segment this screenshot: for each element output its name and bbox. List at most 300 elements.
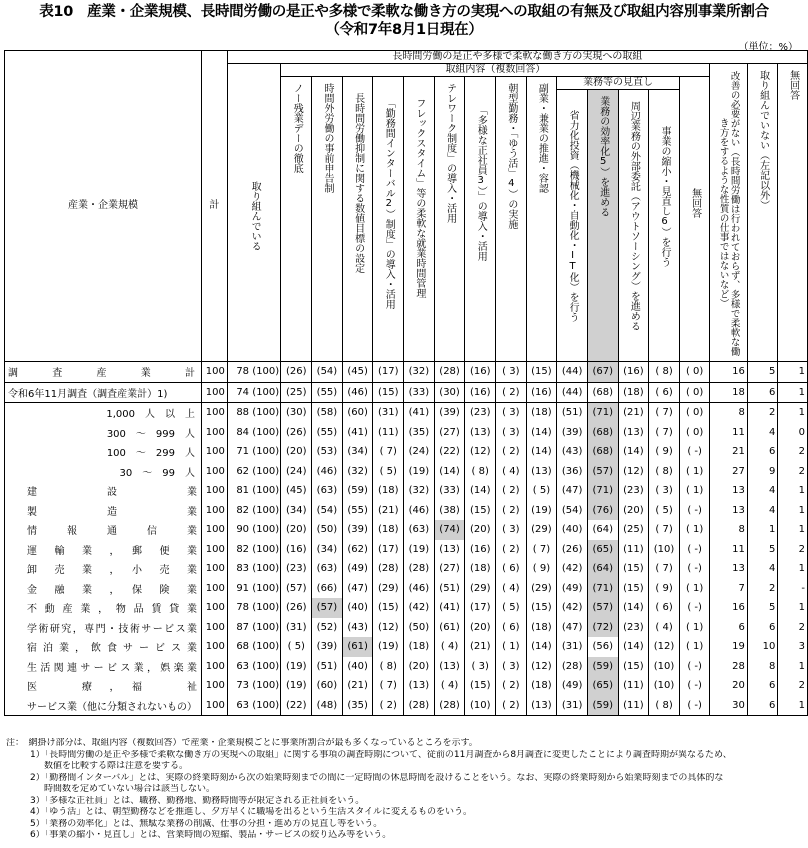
note-2: 2）「勤務間インターバル」とは、実際の終業時刻から次の始業時刻までの間に一定時間の休息時間を設けることをいう。なお、実際の終業時刻から始業時刻までの具体的な xyxy=(30,772,724,783)
row-value: (28) xyxy=(404,696,435,716)
table-row xyxy=(5,462,808,482)
row-value: (44) xyxy=(557,362,588,383)
row-doing: 82 xyxy=(227,540,251,560)
row-no-need: 11 xyxy=(710,540,747,560)
row-value: ( 3) xyxy=(496,520,527,540)
row-doing-pct: (100) xyxy=(251,637,281,657)
row-value: ( 3) xyxy=(465,657,496,677)
row-value: ( 1) xyxy=(679,481,710,501)
row-no-need: 16 xyxy=(710,598,747,618)
row-doing: 63 xyxy=(227,657,251,677)
row-value: (54) xyxy=(312,362,343,383)
row-value: (76) xyxy=(587,501,618,521)
row-value: ( 8) xyxy=(373,657,404,677)
row-doing-pct: (100) xyxy=(251,520,281,540)
row-value: (62) xyxy=(342,540,373,560)
row-value: ( 9) xyxy=(526,559,557,579)
row-value: (15) xyxy=(618,657,649,677)
row-value: (32) xyxy=(404,362,435,383)
row-value: (18) xyxy=(465,559,496,579)
row-value: ( 2) xyxy=(373,696,404,716)
table-row xyxy=(5,382,808,403)
row-value: (25) xyxy=(281,382,312,403)
row-no-answer: 0 xyxy=(778,423,808,443)
row-value: (29) xyxy=(526,579,557,599)
row-doing-pct: (100) xyxy=(251,501,281,521)
row-value: ( 2) xyxy=(496,540,527,560)
note-1: 1）「長時間労働の是正や多様で柔軟な働き方の実現への取組」に関する事項の調査時期について、従前の11月調査から8月調査に変更したことにより調査時期が異なるため、 xyxy=(30,749,732,760)
row-not-doing: 6 xyxy=(747,676,777,696)
row-no-need: 19 xyxy=(710,637,747,657)
row-no-answer: 1 xyxy=(778,696,808,716)
row-label: 医 療 ， 福 祉 xyxy=(5,676,202,696)
row-value: (28) xyxy=(434,696,465,716)
row-no-need: 28 xyxy=(710,657,747,677)
header-no-need: 改善の必要がない（長時間労働は行われておらず、多様で柔軟な働き方をするような性質の仕事ではないなど） xyxy=(710,64,747,362)
row-value: (65) xyxy=(587,676,618,696)
row-value: ( 3) xyxy=(496,423,527,443)
row-value: (11) xyxy=(618,676,649,696)
row-doing-pct: (100) xyxy=(251,579,281,599)
row-not-doing: 1 xyxy=(747,520,777,540)
row-value: ( 4) xyxy=(434,637,465,657)
row-value: (28) xyxy=(557,657,588,677)
row-value: (19) xyxy=(281,657,312,677)
row-no-need: 7 xyxy=(710,579,747,599)
header-not-doing: 取り組んでいない（左記以外） xyxy=(747,64,777,362)
row-value: (18) xyxy=(526,403,557,423)
row-value: (66) xyxy=(312,579,343,599)
row-value: (12) xyxy=(649,637,680,657)
row-value: (57) xyxy=(312,598,343,618)
row-value: ( 6) xyxy=(496,618,527,638)
row-value: (16) xyxy=(465,382,496,403)
table-row xyxy=(5,676,808,696)
header-c4: 「勤務間インターバル2）制度」の導入・活用 xyxy=(373,77,404,362)
row-value: (15) xyxy=(526,362,557,383)
row-value: (21) xyxy=(618,403,649,423)
row-value: ( 4) xyxy=(496,579,527,599)
header-c13: 事業の縮小・見直し6）を行う xyxy=(649,90,680,362)
row-value: ( 0) xyxy=(679,423,710,443)
row-no-answer: 2 xyxy=(778,676,808,696)
row-value: (43) xyxy=(557,442,588,462)
row-value: ( 4) xyxy=(649,618,680,638)
row-value: (15) xyxy=(373,382,404,403)
row-value: (47) xyxy=(557,481,588,501)
row-doing: 63 xyxy=(227,696,251,716)
title-line-2: （令和7年8月1日現在） xyxy=(325,22,483,38)
row-value: ( 2) xyxy=(496,382,527,403)
row-value: (32) xyxy=(404,481,435,501)
row-value: (26) xyxy=(281,362,312,383)
row-value: (10) xyxy=(649,657,680,677)
row-value: (71) xyxy=(587,579,618,599)
note-0: 注： 網掛け部分は、取組内容（複数回答）で産業・企業規模ごとに事業所割合が最も多くなっているところを示す。 xyxy=(6,738,478,748)
row-value: (56) xyxy=(587,637,618,657)
row-no-answer: - xyxy=(778,579,808,599)
row-value: (42) xyxy=(557,598,588,618)
row-value: ( 8) xyxy=(649,462,680,482)
row-value: (10) xyxy=(649,676,680,696)
row-total: 100 xyxy=(202,520,228,540)
row-value: (31) xyxy=(557,637,588,657)
row-not-doing: 4 xyxy=(747,481,777,501)
row-value: ( -) xyxy=(679,598,710,618)
row-value: (15) xyxy=(465,501,496,521)
row-value: (64) xyxy=(587,520,618,540)
row-value: (27) xyxy=(434,559,465,579)
row-value: ( 3) xyxy=(649,481,680,501)
row-value: (47) xyxy=(342,579,373,599)
row-value: (14) xyxy=(526,442,557,462)
row-value: (34) xyxy=(312,540,343,560)
note-1-cont: 数値を比較する際は注意を要する。 xyxy=(44,761,189,771)
row-value: (11) xyxy=(618,696,649,716)
row-value: (13) xyxy=(526,696,557,716)
table-row xyxy=(5,481,808,501)
row-value: ( 1) xyxy=(679,520,710,540)
row-value: (23) xyxy=(281,559,312,579)
row-value: (22) xyxy=(434,442,465,462)
row-value: (63) xyxy=(312,481,343,501)
row-total: 100 xyxy=(202,501,228,521)
table-row xyxy=(5,579,808,599)
row-value: (71) xyxy=(587,481,618,501)
row-value: (13) xyxy=(618,423,649,443)
row-value: ( 1) xyxy=(679,637,710,657)
row-no-answer: 1 xyxy=(778,481,808,501)
table-row xyxy=(5,540,808,560)
row-value: (35) xyxy=(342,696,373,716)
header-no-answer: 無回答 xyxy=(778,64,808,362)
row-value: (59) xyxy=(342,481,373,501)
row-label: 金 融 業 ， 保 険 業 xyxy=(5,579,202,599)
row-not-doing: 5 xyxy=(747,362,777,383)
row-value: (68) xyxy=(587,382,618,403)
row-value: (25) xyxy=(618,520,649,540)
row-value: (19) xyxy=(526,501,557,521)
row-value: ( 7) xyxy=(373,442,404,462)
footnotes xyxy=(6,738,806,842)
row-value: (36) xyxy=(557,462,588,482)
row-value: (26) xyxy=(281,598,312,618)
header-initiative: 長時間労働の是正や多様で柔軟な働き方の実現への取組 xyxy=(227,51,807,64)
row-value: (20) xyxy=(618,501,649,521)
row-value: (15) xyxy=(618,579,649,599)
row-value: (57) xyxy=(587,462,618,482)
note-2-cont: 時間数を定めていない場合は該当しない。 xyxy=(44,784,216,794)
row-value: (39) xyxy=(312,637,343,657)
row-value: (30) xyxy=(434,382,465,403)
row-label: 100 ～ 299 人 xyxy=(5,442,202,462)
row-value: (23) xyxy=(465,403,496,423)
row-no-answer: 1 xyxy=(778,559,808,579)
row-value: (28) xyxy=(404,559,435,579)
row-doing: 83 xyxy=(227,559,251,579)
row-value: ( 7) xyxy=(649,559,680,579)
row-value: (46) xyxy=(312,462,343,482)
row-value: (18) xyxy=(373,481,404,501)
row-value: ( 2) xyxy=(496,501,527,521)
row-not-doing: 4 xyxy=(747,423,777,443)
row-value: (19) xyxy=(404,462,435,482)
row-label: 300 ～ 999 人 xyxy=(5,423,202,443)
row-label: 宿泊業，飲食サービス業 xyxy=(5,637,202,657)
row-doing-pct: (100) xyxy=(251,423,281,443)
row-value: (55) xyxy=(312,382,343,403)
row-doing: 73 xyxy=(227,676,251,696)
header-c7: 「多様な正社員3）」の導入・活用 xyxy=(465,77,496,362)
note-4: 4）「ゆう活」とは、朝型勤務などを推進し、夕方早くに職場を出るという生活スタイルに変えるものをいう。 xyxy=(30,807,473,817)
row-not-doing: 5 xyxy=(747,540,777,560)
row-value: (29) xyxy=(373,579,404,599)
row-total: 100 xyxy=(202,423,228,443)
header-c5: フレックスタイム」等の柔軟な就業時間管理 xyxy=(404,77,435,362)
row-no-answer: 1 xyxy=(778,362,808,383)
row-value: (16) xyxy=(465,362,496,383)
row-value: (18) xyxy=(373,520,404,540)
row-label: 情 報 通 信 業 xyxy=(5,520,202,540)
row-doing: 81 xyxy=(227,481,251,501)
row-no-answer: 1 xyxy=(778,520,808,540)
row-total: 100 xyxy=(202,462,228,482)
row-value: (18) xyxy=(618,382,649,403)
row-value: ( 3) xyxy=(496,362,527,383)
row-no-need: 6 xyxy=(710,618,747,638)
row-value: ( 7) xyxy=(373,676,404,696)
unit-label: （単位：%） xyxy=(738,42,798,53)
row-value: (14) xyxy=(434,462,465,482)
row-value: (44) xyxy=(557,382,588,403)
table-row xyxy=(5,501,808,521)
row-value: ( -) xyxy=(679,501,710,521)
row-value: (51) xyxy=(312,657,343,677)
row-value: (13) xyxy=(465,423,496,443)
row-value: (41) xyxy=(434,598,465,618)
row-value: (43) xyxy=(342,618,373,638)
row-value: (63) xyxy=(312,559,343,579)
row-value: ( 6) xyxy=(649,382,680,403)
row-value: (40) xyxy=(342,598,373,618)
row-value: (48) xyxy=(312,696,343,716)
header-content: 取組内容（複数回答） xyxy=(281,64,710,77)
row-value: (68) xyxy=(587,423,618,443)
row-no-need: 27 xyxy=(710,462,747,482)
row-value: (51) xyxy=(557,403,588,423)
header-c3: 長時間労働抑制に関する数値目標の設定 xyxy=(342,77,373,362)
row-value: (17) xyxy=(465,598,496,618)
row-label: 卸 売 業 ， 小 売 業 xyxy=(5,559,202,579)
title-line-1: 表10 産業・企業規模、長時間労働の是正や多様で柔軟な働き方の実現への取組の有無及び取組内容別事業所割合 xyxy=(39,4,769,20)
row-value: (31) xyxy=(373,403,404,423)
row-value: (64) xyxy=(587,559,618,579)
row-doing-pct: (100) xyxy=(251,442,281,462)
row-value: (31) xyxy=(557,696,588,716)
row-doing-pct: (100) xyxy=(251,559,281,579)
data-table xyxy=(4,50,808,716)
row-doing-pct: (100) xyxy=(251,481,281,501)
note-6: 6）「事業の縮小・見直し」とは、営業時間の短縮、製品・サービスの絞り込み等をいう。 xyxy=(30,830,392,840)
note-3: 3）「多様な正社員」とは、職務、勤務地、勤務時間等が限定される正社員をいう。 xyxy=(30,795,365,806)
row-doing: 91 xyxy=(227,579,251,599)
row-value: (16) xyxy=(618,362,649,383)
row-doing: 88 xyxy=(227,403,251,423)
row-value: ( -) xyxy=(679,657,710,677)
row-value: ( 3) xyxy=(496,657,527,677)
row-value: (52) xyxy=(312,618,343,638)
row-value: ( -) xyxy=(679,696,710,716)
table-row xyxy=(5,696,808,716)
row-value: (55) xyxy=(312,423,343,443)
row-value: (35) xyxy=(404,423,435,443)
row-not-doing: 4 xyxy=(747,501,777,521)
row-total: 100 xyxy=(202,618,228,638)
row-not-doing: 6 xyxy=(747,382,777,403)
row-doing: 71 xyxy=(227,442,251,462)
table-row xyxy=(5,618,808,638)
row-doing: 68 xyxy=(227,637,251,657)
row-value: (19) xyxy=(281,676,312,696)
row-no-need: 13 xyxy=(710,481,747,501)
row-value: ( 7) xyxy=(649,403,680,423)
row-value: (15) xyxy=(373,598,404,618)
row-value: (18) xyxy=(404,637,435,657)
row-value: (28) xyxy=(373,559,404,579)
row-value: (53) xyxy=(312,442,343,462)
table-row xyxy=(5,423,808,443)
row-label: 不動産業，物品賃貸業 xyxy=(5,598,202,618)
row-not-doing: 2 xyxy=(747,403,777,423)
row-doing-pct: (100) xyxy=(251,382,281,403)
table-row xyxy=(5,637,808,657)
row-value: ( 4) xyxy=(434,676,465,696)
row-value: (12) xyxy=(373,618,404,638)
row-no-answer: 1 xyxy=(778,403,808,423)
row-total: 100 xyxy=(202,559,228,579)
row-no-answer: 1 xyxy=(778,598,808,618)
row-value: ( 2) xyxy=(496,696,527,716)
row-value: (68) xyxy=(587,442,618,462)
header-c1: ノー残業デーの徹底 xyxy=(281,77,312,362)
row-value: (18) xyxy=(526,618,557,638)
row-value: ( 7) xyxy=(526,540,557,560)
row-value: (42) xyxy=(404,598,435,618)
row-value: (20) xyxy=(281,520,312,540)
row-value: (45) xyxy=(342,362,373,383)
header-review: 業務等の見直し xyxy=(557,77,680,90)
row-value: (13) xyxy=(526,462,557,482)
row-doing: 78 xyxy=(227,362,251,383)
row-value: (72) xyxy=(587,618,618,638)
row-value: (55) xyxy=(342,501,373,521)
row-no-need: 21 xyxy=(710,442,747,462)
row-value: (47) xyxy=(557,618,588,638)
table-title xyxy=(0,3,808,39)
row-value: ( -) xyxy=(679,540,710,560)
row-value: (14) xyxy=(618,442,649,462)
row-value: (21) xyxy=(342,676,373,696)
row-value: (60) xyxy=(312,676,343,696)
row-not-doing: 6 xyxy=(747,696,777,716)
row-value: (42) xyxy=(557,559,588,579)
row-doing: 84 xyxy=(227,423,251,443)
table-row xyxy=(5,442,808,462)
row-total: 100 xyxy=(202,676,228,696)
row-value: (40) xyxy=(557,520,588,540)
row-value: (45) xyxy=(281,481,312,501)
row-value: ( 6) xyxy=(649,598,680,618)
row-total: 100 xyxy=(202,637,228,657)
row-label: 学術研究，専門・技術サービス業 xyxy=(5,618,202,638)
row-label: 生活関連サービス業，娯楽業 xyxy=(5,657,202,677)
header-category: 産業・企業規模 xyxy=(5,51,202,362)
row-not-doing: 4 xyxy=(747,559,777,579)
table-row xyxy=(5,403,808,423)
row-value: (30) xyxy=(281,403,312,423)
row-doing-pct: (100) xyxy=(251,598,281,618)
row-label: 調 査 産 業 計 xyxy=(5,362,202,383)
row-value: (49) xyxy=(342,559,373,579)
row-value: (67) xyxy=(587,362,618,383)
row-value: ( 2) xyxy=(496,481,527,501)
row-value: (41) xyxy=(404,403,435,423)
row-no-need: 30 xyxy=(710,696,747,716)
row-value: ( 0) xyxy=(679,362,710,383)
row-doing: 90 xyxy=(227,520,251,540)
row-label: 製 造 業 xyxy=(5,501,202,521)
row-doing-pct: (100) xyxy=(251,462,281,482)
row-no-need: 18 xyxy=(710,382,747,403)
row-value: (10) xyxy=(649,540,680,560)
row-no-answer: 1 xyxy=(778,657,808,677)
row-value: ( 5) xyxy=(373,462,404,482)
row-value: (40) xyxy=(342,657,373,677)
table-row xyxy=(5,598,808,618)
row-value: (39) xyxy=(434,403,465,423)
row-no-answer: 1 xyxy=(778,382,808,403)
row-value: (15) xyxy=(465,676,496,696)
row-value: ( 5) xyxy=(526,481,557,501)
row-not-doing: 5 xyxy=(747,598,777,618)
row-value: (19) xyxy=(404,540,435,560)
row-value: ( 8) xyxy=(649,362,680,383)
row-value: ( 7) xyxy=(649,520,680,540)
note-5: 5）「業務の効率化」とは、無駄な業務の削減、仕事の分担・進め方の見直し等をいう。 xyxy=(30,818,383,829)
header-c8: 朝型勤務・「ゆう活」4）の実施 xyxy=(496,77,527,362)
table-row xyxy=(5,362,808,383)
table-row xyxy=(5,520,808,540)
row-value: (33) xyxy=(404,382,435,403)
row-value: ( -) xyxy=(679,676,710,696)
row-total: 100 xyxy=(202,362,228,383)
row-value: (19) xyxy=(373,637,404,657)
row-no-answer: 2 xyxy=(778,442,808,462)
row-value: (46) xyxy=(342,382,373,403)
row-value: (21) xyxy=(373,501,404,521)
row-value: (14) xyxy=(526,423,557,443)
row-value: ( 0) xyxy=(679,382,710,403)
row-value: (15) xyxy=(618,559,649,579)
row-value: (57) xyxy=(587,598,618,618)
row-doing-pct: (100) xyxy=(251,676,281,696)
row-value: (32) xyxy=(342,462,373,482)
row-value: ( 9) xyxy=(649,579,680,599)
row-value: (59) xyxy=(587,657,618,677)
table-row xyxy=(5,657,808,677)
row-value: (51) xyxy=(434,579,465,599)
header-c14: 無回答 xyxy=(679,77,710,362)
